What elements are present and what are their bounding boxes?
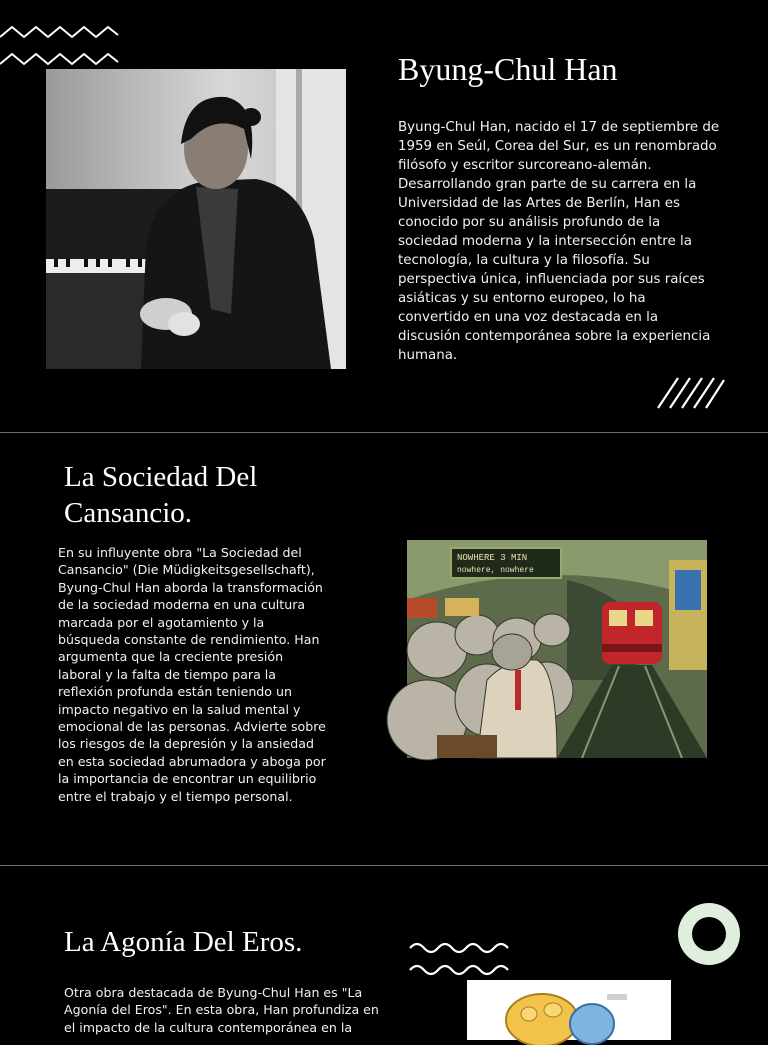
section1-title: Byung-Chul Han — [398, 51, 618, 87]
section2-title — [64, 459, 257, 531]
section1-paragraph: Byung-Chul Han, nacido el 17 de septiembre de 1959 en Seúl, Corea del Sur, es un renombrado filósofo y escritor surcoreano-alemán. Desarrollando gran parte de su carrera en la Universidad de las Artes de Berlín, Han es conocido por su análisis profundo de la sociedad moderna y la intersección entre la tecnología, la cultura y la filosofía. Su perspectiva única, influenciada por sus raíces asiáticas y su entorno europeo, lo ha convertido en una voz destacada en la discusión contemporánea sobre la experiencia humana. — [398, 120, 720, 363]
subway-illustration — [407, 540, 707, 758]
wave-icon — [408, 938, 512, 980]
sign-line2: nowhere, nowhere — [457, 566, 534, 575]
ring-icon — [678, 903, 740, 965]
sign-line1: NOWHERE 3 MIN — [457, 553, 528, 563]
section2-title-line2: Cansancio. — [64, 497, 193, 529]
zigzag-icon — [0, 22, 120, 72]
section-divider — [0, 432, 768, 433]
portrait-photo — [46, 69, 346, 369]
section-divider — [0, 865, 768, 866]
section3-title: La Agonía Del Eros. — [64, 926, 303, 958]
diagonal-lines-icon — [656, 376, 726, 410]
section2-title-line1: La Sociedad Del — [64, 461, 258, 493]
cartoon-illustration — [467, 980, 671, 1040]
section3-paragraph: Otra obra destacada de Byung-Chul Han es "La Agonía del Eros". En esta obra, Han profundiza en el impacto de la cultura contemporánea en la — [64, 985, 379, 1035]
section2-paragraph: En su influyente obra "La Sociedad del Cansancio" (Die Müdigkeitsgesellschaft), Byung-Chul Han aborda la transformación de la sociedad moderna en una cultura marcada por el agotamiento y la búsqueda constante de rendimiento. Han argumenta que la creciente presión laboral y la falta de tiempo para la reflexión profunda están teniendo un impacto negativo en la salud mental y emocional de las personas. Advierte sobre los riesgos de la depresión y la ansiedad en esta sociedad abrumadora y aboga por la importancia de encontrar un equilibrio entre el trabajo y el tiempo personal. — [58, 545, 326, 804]
